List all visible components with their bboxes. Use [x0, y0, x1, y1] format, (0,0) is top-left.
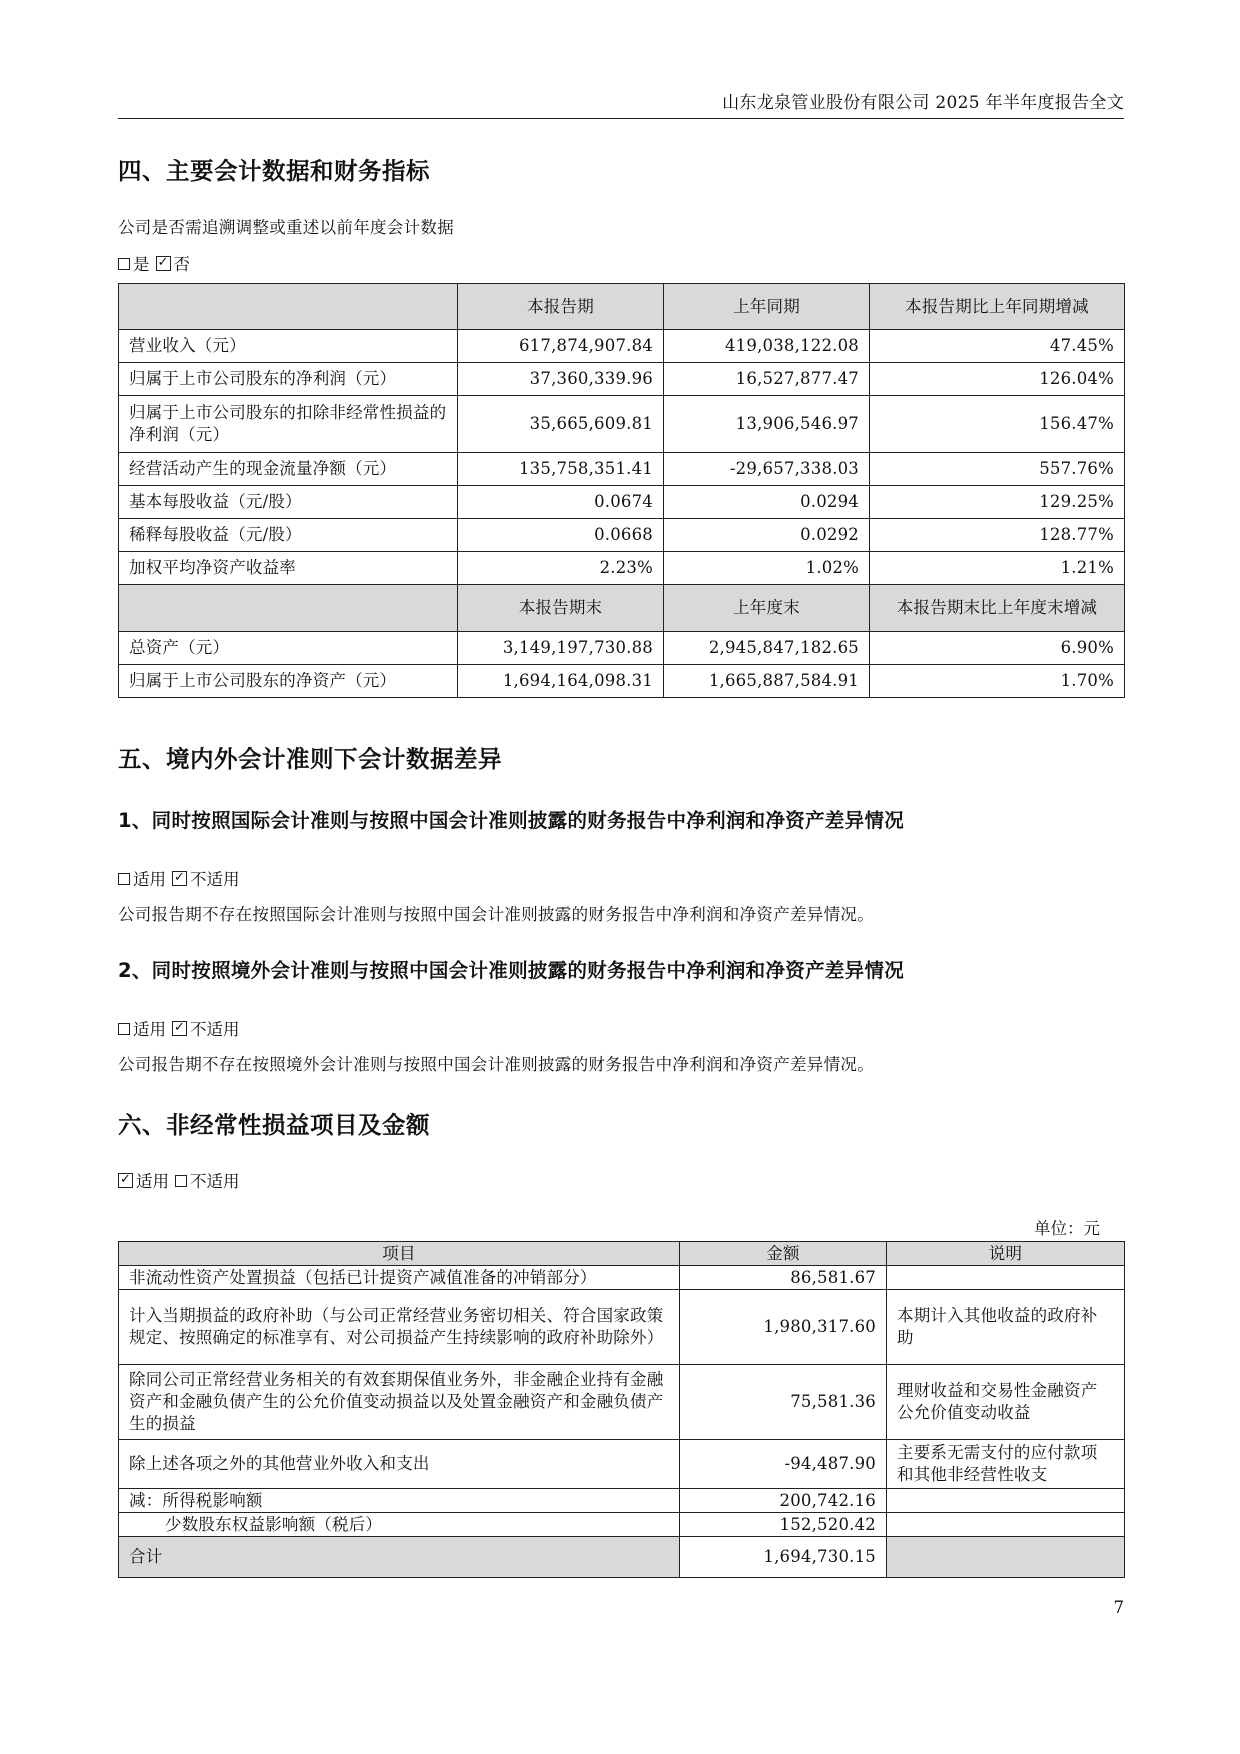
checked-box-icon[interactable] [172, 1021, 187, 1036]
cell-value: -29,657,338.03 [664, 453, 870, 486]
table-row [119, 1290, 1125, 1365]
header-cell: 本报告期 [458, 284, 664, 330]
choice-yes-label: 是 [133, 255, 150, 274]
unit-label: 单位：元 [1034, 1219, 1100, 1238]
checked-box-icon[interactable] [156, 256, 171, 271]
choice-no-label: 否 [173, 255, 190, 274]
header-cell-blank [119, 585, 458, 632]
row-label: 归属于上市公司股东的扣除非经常性损益的净利润（元） [119, 396, 458, 453]
cell-value: 2.23% [458, 552, 664, 585]
table-row [119, 1266, 1125, 1290]
sub1-statement: 公司报告期不存在按照国际会计准则与按照中国会计准则披露的财务报告中净利润和净资产差异情况。 [118, 905, 874, 924]
cell-value: 557.76% [870, 453, 1125, 486]
cell-value: 1.02% [664, 552, 870, 585]
section4-title: 四、主要会计数据和财务指标 [118, 157, 430, 185]
section6-title: 六、非经常性损益项目及金额 [118, 1111, 430, 1139]
row-label: 营业收入（元） [119, 330, 458, 363]
cell-value: 1,694,164,098.31 [458, 665, 664, 698]
table-header-row [119, 284, 1125, 330]
table-row [119, 1365, 1125, 1440]
cell-value: 200,742.16 [680, 1489, 887, 1513]
cell-note: 主要系无需支付的应付款项和其他非经营性收支 [887, 1440, 1125, 1489]
cell-value: 0.0674 [458, 486, 664, 519]
table-row [119, 552, 1125, 585]
cell-value: 37,360,339.96 [458, 363, 664, 396]
choice-applicable-label: 适用 [133, 870, 166, 889]
header-cell-blank [119, 284, 458, 330]
row-label: 归属于上市公司股东的净资产（元） [119, 665, 458, 698]
cell-value: 75,581.36 [680, 1365, 887, 1440]
unchecked-box-icon[interactable] [118, 873, 130, 885]
cell-value: 419,038,122.08 [664, 330, 870, 363]
section5-sub1-title: 1、同时按照国际会计准则与按照中国会计准则披露的财务报告中净利润和净资产差异情况 [118, 809, 905, 832]
table-header-row [119, 585, 1125, 632]
page-number: 7 [1113, 1598, 1124, 1617]
header-cell: 项目 [119, 1242, 680, 1266]
sub2-statement: 公司报告期不存在按照境外会计准则与按照中国会计准则披露的财务报告中净利润和净资产差异情况。 [118, 1055, 874, 1074]
header-cell: 本报告期比上年同期增减 [870, 284, 1125, 330]
table-row [119, 453, 1125, 486]
choice-not-applicable-label: 不适用 [190, 870, 240, 889]
cell-value: 1,980,317.60 [680, 1290, 887, 1365]
cell-value: 0.0292 [664, 519, 870, 552]
checked-box-icon[interactable] [172, 871, 187, 886]
cell-note [887, 1513, 1125, 1537]
non-recurring-items-table [118, 1241, 1125, 1578]
unchecked-box-icon[interactable] [118, 258, 130, 270]
table-row [119, 330, 1125, 363]
cell-value: 13,906,546.97 [664, 396, 870, 453]
row-label: 稀释每股收益（元/股） [119, 519, 458, 552]
key-financial-table [118, 283, 1125, 698]
cell-value: 3,149,197,730.88 [458, 632, 664, 665]
cell-value: 129.25% [870, 486, 1125, 519]
cell-value: 86,581.67 [680, 1266, 887, 1290]
cell-value: 0.0668 [458, 519, 664, 552]
table-row [119, 363, 1125, 396]
restate-question: 公司是否需追溯调整或重述以前年度会计数据 [118, 218, 454, 237]
cell-value: 152,520.42 [680, 1513, 887, 1537]
row-label: 加权平均净资产收益率 [119, 552, 458, 585]
table-row [119, 1489, 1125, 1513]
cell-note [887, 1537, 1125, 1578]
row-label: 总资产（元） [119, 632, 458, 665]
cell-value: 128.77% [870, 519, 1125, 552]
running-header: 山东龙泉管业股份有限公司 2025 年半年度报告全文 [722, 93, 1124, 113]
table-row [119, 632, 1125, 665]
cell-value: 6.90% [870, 632, 1125, 665]
row-label: 经营活动产生的现金流量净额（元） [119, 453, 458, 486]
sub2-choice [118, 1016, 240, 1040]
table-row [119, 396, 1125, 453]
checked-box-icon[interactable] [118, 1173, 133, 1188]
section5-sub2-title: 2、同时按照境外会计准则与按照中国会计准则披露的财务报告中净利润和净资产差异情况 [118, 959, 905, 982]
cell-value: 126.04% [870, 363, 1125, 396]
cell-value: 1,694,730.15 [680, 1537, 887, 1578]
cell-value: 1.70% [870, 665, 1125, 698]
cell-value: -94,487.90 [680, 1440, 887, 1489]
table-header-row [119, 1242, 1125, 1266]
cell-value: 47.45% [870, 330, 1125, 363]
cell-value: 135,758,351.41 [458, 453, 664, 486]
unchecked-box-icon[interactable] [175, 1175, 187, 1187]
row-label: 基本每股收益（元/股） [119, 486, 458, 519]
row-label: 计入当期损益的政府补助（与公司正常经营业务密切相关、符合国家政策规定、按照确定的标准享有、对公司损益产生持续影响的政府补助除外） [119, 1290, 680, 1365]
table-row [119, 1513, 1125, 1537]
section5-title: 五、境内外会计准则下会计数据差异 [118, 745, 502, 773]
cell-value: 35,665,609.81 [458, 396, 664, 453]
choice-not-applicable-label: 不适用 [190, 1172, 240, 1191]
restate-choice [118, 251, 190, 275]
row-label: 除同公司正常经营业务相关的有效套期保值业务外，非金融企业持有金融资产和金融负债产生的公允价值变动损益以及处置金融资产和金融负债产生的损益 [119, 1365, 680, 1440]
cell-value: 156.47% [870, 396, 1125, 453]
table-row [119, 519, 1125, 552]
row-label: 合计 [119, 1537, 680, 1578]
cell-value: 1.21% [870, 552, 1125, 585]
header-rule [118, 118, 1124, 119]
cell-note [887, 1489, 1125, 1513]
choice-not-applicable-label: 不适用 [190, 1020, 240, 1039]
section6-choice [118, 1168, 240, 1192]
choice-applicable-label: 适用 [133, 1020, 166, 1039]
header-cell: 上年同期 [664, 284, 870, 330]
cell-value: 2,945,847,182.65 [664, 632, 870, 665]
cell-note: 理财收益和交易性金融资产公允价值变动收益 [887, 1365, 1125, 1440]
header-cell: 本报告期末 [458, 585, 664, 632]
cell-note [887, 1266, 1125, 1290]
table-row [119, 665, 1125, 698]
table-row [119, 1440, 1125, 1489]
choice-applicable-label: 适用 [136, 1172, 169, 1191]
row-label: 归属于上市公司股东的净利润（元） [119, 363, 458, 396]
row-label: 非流动性资产处置损益（包括已计提资产减值准备的冲销部分） [119, 1266, 680, 1290]
sub1-choice [118, 866, 240, 890]
header-cell: 说明 [887, 1242, 1125, 1266]
row-label: 除上述各项之外的其他营业外收入和支出 [119, 1440, 680, 1489]
cell-note: 本期计入其他收益的政府补助 [887, 1290, 1125, 1365]
table-total-row [119, 1537, 1125, 1578]
cell-value: 16,527,877.47 [664, 363, 870, 396]
table-row [119, 486, 1125, 519]
header-cell: 金额 [680, 1242, 887, 1266]
cell-value: 0.0294 [664, 486, 870, 519]
cell-value: 1,665,887,584.91 [664, 665, 870, 698]
cell-value: 617,874,907.84 [458, 330, 664, 363]
row-label: 减：所得税影响额 [119, 1489, 680, 1513]
header-cell: 本报告期末比上年度末增减 [870, 585, 1125, 632]
row-label: 少数股东权益影响额（税后） [119, 1513, 680, 1537]
header-cell: 上年度末 [664, 585, 870, 632]
unchecked-box-icon[interactable] [118, 1023, 130, 1035]
